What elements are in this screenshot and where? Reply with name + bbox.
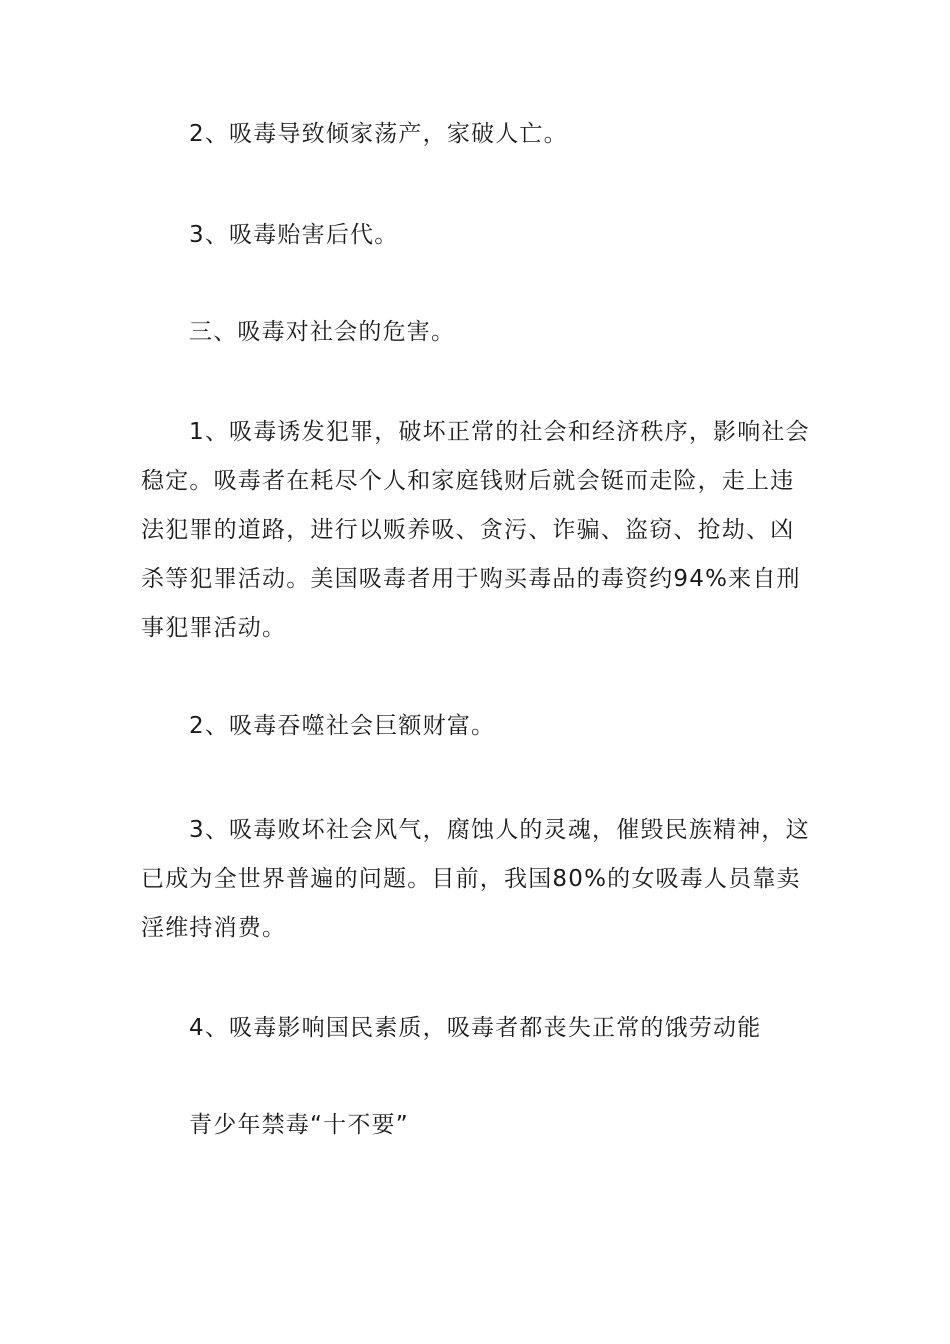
section-heading-social-harm: 三、吸毒对社会的危害。 — [189, 319, 456, 345]
paragraph-national-quality: 4、吸毒影响国民素质，吸毒者都丧失正常的饿劳动能 — [189, 1015, 762, 1041]
section-heading-youth-rules: 青少年禁毒“十不要” — [189, 1112, 409, 1138]
paragraph-wealth: 2、吸毒吞噬社会巨额财富。 — [189, 713, 496, 739]
paragraph-social-morals: 3、吸毒败坏社会风气，腐蚀人的灵魂，催毁民族精神，这已成为全世界普遍的问题。目前，我国80%的女吸毒人员靠卖淫维持消费。 — [141, 817, 810, 941]
paragraph-family-ruin: 2、吸毒导致倾家荡产，家破人亡。 — [189, 121, 568, 147]
paragraph-harm-offspring: 3、吸毒贻害后代。 — [189, 222, 399, 248]
paragraph-crime: 1、吸毒诱发犯罪，破坏正常的社会和经济秩序，影响社会稳定。吸毒者在耗尽个人和家庭钱财后就会铤而走险，走上违法犯罪的道路，进行以贩养吸、贪污、诈骗、盗窃、抢劫、凶杀等犯罪活动。美国吸毒者用于购买毒品的毒资约94%来自刑事犯罪活动。 — [141, 419, 810, 641]
